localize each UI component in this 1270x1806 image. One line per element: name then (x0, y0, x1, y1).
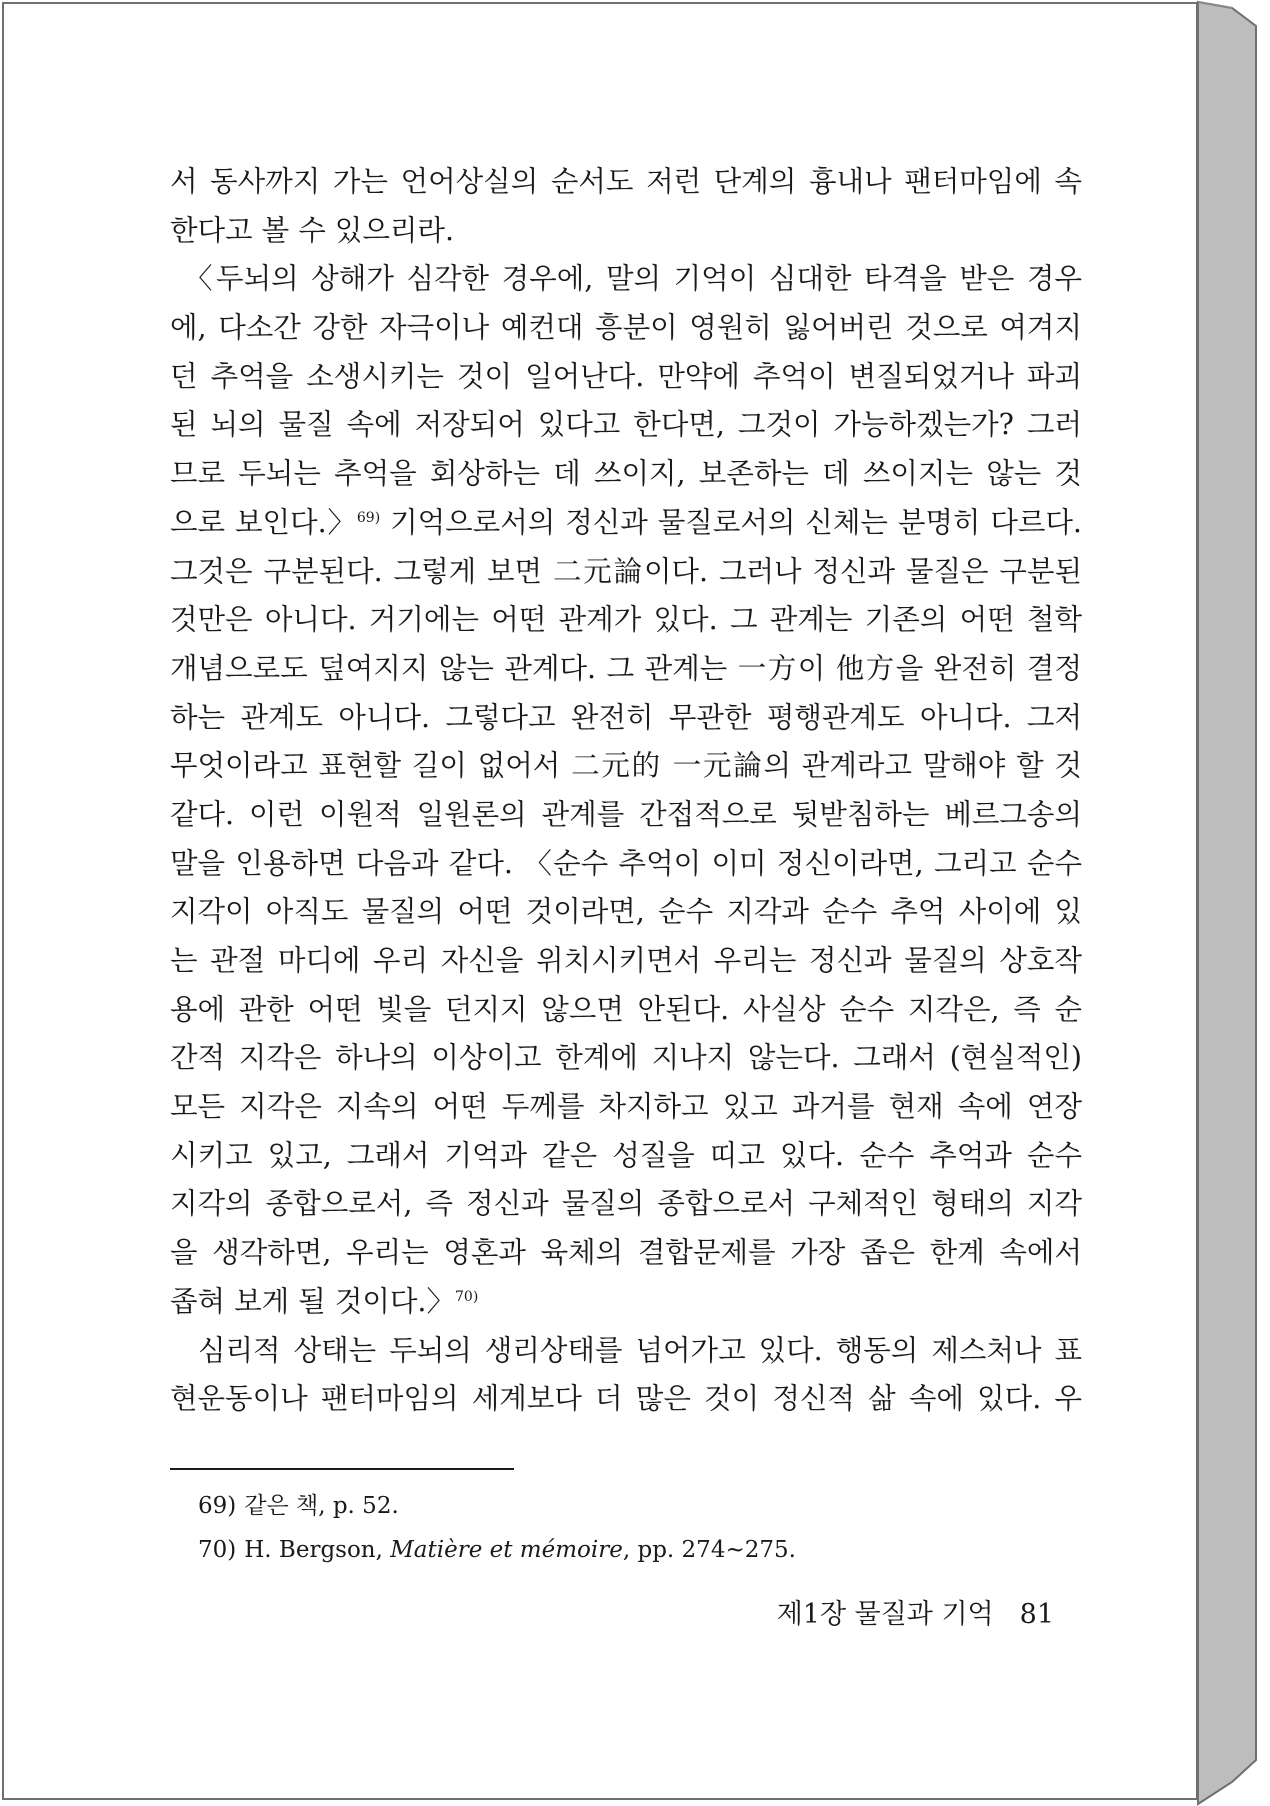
page-edge-side (1198, 2, 1256, 1804)
text-line: 심리적 상태는 두뇌의 생리상태를 넘어가고 있다. 행동의 제스처나 표 (198, 1333, 1082, 1367)
text-line: 무엇이라고 표현할 길이 없어서 二元的 一元論의 관계라고 말해야 할 것 (170, 749, 1082, 783)
text-line: 모든 지각은 지속의 어떤 두께를 차지하고 있고 과거를 현재 속에 연장 (170, 1090, 1082, 1124)
text-line: 시키고 있고, 그래서 기억과 같은 성질을 띠고 있다. 순수 추억과 순수 (170, 1138, 1082, 1172)
text-line: 에, 다소간 강한 자극이나 예컨대 흥분이 영원히 잃어버린 것으로 여겨지 (170, 311, 1082, 345)
text-line: 서 동사까지 가는 언어상실의 순서도 저런 단계의 흉내나 팬터마임에 속 (170, 165, 1082, 198)
text-line (170, 1278, 1082, 1327)
text-fragment: 으로 보인다.〉 (170, 505, 357, 539)
footnote-69 (198, 1484, 998, 1528)
text-line: 던 추억을 소생시키는 것이 일어난다. 만약에 추억이 변질되었거나 파괴 (170, 359, 1082, 393)
text-line: 지각이 아직도 물질의 어떤 것이라면, 순수 지각과 순수 추억 사이에 있 (170, 895, 1082, 929)
text-line: 용에 관한 어떤 빛을 던지지 않으면 안된다. 사실상 순수 지각은, 즉 순 (170, 992, 1082, 1026)
text-fragment: 기억으로서의 정신과 물질로서의 신체는 분명히 다르다. (390, 505, 1082, 539)
text-line: 므로 두뇌는 추억을 회상하는 데 쓰이지, 보존하는 데 쓰이지는 않는 것 (170, 457, 1082, 491)
text-line: 된 뇌의 물질 속에 저장되어 있다고 한다면, 그것이 가능하겠는가? 그러 (170, 408, 1082, 442)
footnote-divider (170, 1468, 514, 1470)
text-line: 것만은 아니다. 거기에는 어떤 관계가 있다. 그 관계는 기존의 어떤 철학 (170, 603, 1082, 637)
text-line: 간적 지각은 하나의 이상이고 한계에 지나지 않는다. 그래서 (현실적인) (170, 1041, 1082, 1075)
chapter-title: 제1장 물질과 기억 (776, 1599, 994, 1630)
text-line: 개념으로도 덮여지지 않는 관계다. 그 관계는 一方이 他方을 완전히 결정 (170, 651, 1082, 685)
text-fragment: 좁혀 보게 될 것이다.〉 (170, 1284, 455, 1318)
text-line: 한다고 볼 수 있으리라. (170, 213, 455, 247)
footnote-pages: , pp. 274~275. (622, 1537, 796, 1563)
page-edge-line (1198, 2, 1232, 8)
text-line: 을 생각하면, 우리는 영혼과 육체의 결합문제를 가장 좁은 한계 속에서 (170, 1236, 1082, 1270)
running-footer (777, 1592, 1054, 1631)
footnote-mark: 70) (198, 1537, 237, 1563)
footnote-author: H. Bergson, (244, 1537, 383, 1563)
footnote-70 (198, 1528, 998, 1572)
text-line: 같다. 이런 이원적 일원론의 관계를 간접적으로 뒷받침하는 베르그송의 (170, 797, 1082, 831)
page-number: 81 (1019, 1599, 1054, 1630)
text-line: 는 관절 마디에 우리 자신을 위치시키면서 우리는 정신과 물질의 상호작 (170, 944, 1082, 977)
body-text (170, 158, 1082, 1424)
footnote-ref-69: 69) (356, 509, 381, 526)
text-line: 말을 인용하면 다음과 같다. 〈순수 추억이 이미 정신이라면, 그리고 순수 (170, 846, 1082, 880)
text-line: 〈두뇌의 상해가 심각한 경우에, 말의 기억이 심대한 타격을 받은 경우 (184, 262, 1082, 296)
footnote-book-title: Matière et mémoire (390, 1537, 623, 1563)
footnote-text: 같은 책, p. 52. (244, 1493, 399, 1519)
text-line: 그것은 구분된다. 그렇게 보면 二元論이다. 그러나 정신과 물질은 구분된 (170, 554, 1082, 588)
text-line: 하는 관계도 아니다. 그렇다고 완전히 무관한 평행관계도 아니다. 그저 (170, 700, 1082, 734)
text-line: 현운동이나 팬터마임의 세계보다 더 많은 것이 정신적 삶 속에 있다. 우 (170, 1382, 1082, 1416)
footnote-mark: 69) (198, 1493, 237, 1519)
footnote-ref-70: 70) (455, 1288, 479, 1305)
text-line (170, 499, 1082, 548)
text-line: 지각의 종합으로서, 즉 정신과 물질의 종합으로서 구체적인 형태의 지각 (170, 1187, 1082, 1221)
footnotes (198, 1484, 998, 1572)
